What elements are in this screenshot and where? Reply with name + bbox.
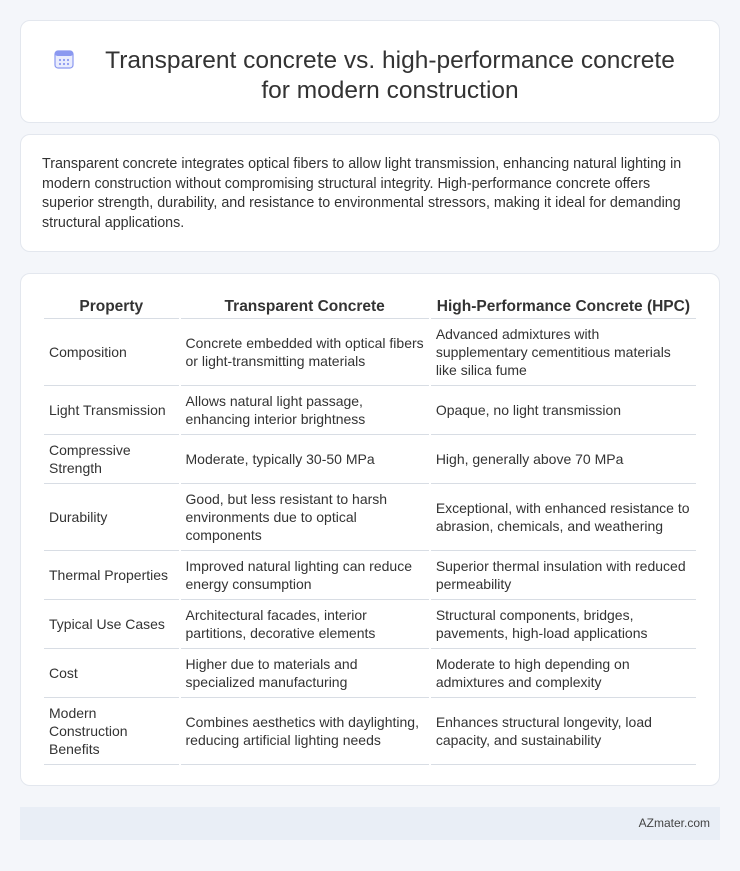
property-cell: Composition: [44, 319, 179, 386]
hpc-cell: Structural components, bridges, pavements, high-load applications: [431, 600, 696, 649]
intro-text: Transparent concrete integrates optical fibers to allow light transmission, enhancing natural lighting in modern construction without compromising structural integrity. High-performance concrete offers superior strength, durability, and resistance to environmental stressors, making it ideal for demanding structural applications.: [42, 156, 682, 231]
property-cell: Cost: [44, 649, 179, 698]
hpc-cell: Superior thermal insulation with reduced permeability: [431, 551, 696, 600]
table-row: [44, 484, 696, 551]
comparison-card: [20, 273, 720, 786]
table-row: [44, 551, 696, 600]
property-cell: Light Transmission: [44, 386, 179, 435]
hpc-cell: Advanced admixtures with supplementary cementitious materials like silica fume: [431, 319, 696, 386]
hpc-cell: Moderate to high depending on admixtures and complexity: [431, 649, 696, 698]
hpc-cell: High, generally above 70 MPa: [431, 435, 696, 484]
table-row: [44, 649, 696, 698]
footer-bar: [20, 807, 720, 840]
hpc-cell: Exceptional, with enhanced resistance to abrasion, chemicals, and weathering: [431, 484, 696, 551]
transparent-cell: Good, but less resistant to harsh environments due to optical components: [181, 484, 429, 551]
transparent-cell: Higher due to materials and specialized manufacturing: [181, 649, 429, 698]
column-header-hpc: High-Performance Concrete (HPC): [431, 295, 696, 319]
title-card: [20, 20, 720, 123]
transparent-cell: Concrete embedded with optical fibers or light-transmitting materials: [181, 319, 429, 386]
transparent-cell: Architectural facades, interior partitions, decorative elements: [181, 600, 429, 649]
hpc-cell: Enhances structural longevity, load capacity, and sustainability: [431, 698, 696, 765]
table-row: [44, 319, 696, 386]
comparison-table: [42, 295, 698, 765]
intro-card: [20, 134, 720, 252]
column-header-property: Property: [44, 295, 179, 319]
transparent-cell: Improved natural lighting can reduce energy consumption: [181, 551, 429, 600]
property-cell: Durability: [44, 484, 179, 551]
table-row: [44, 600, 696, 649]
property-cell: Thermal Properties: [44, 551, 179, 600]
table-row: [44, 698, 696, 765]
hpc-cell: Opaque, no light transmission: [431, 386, 696, 435]
table-row: [44, 435, 696, 484]
property-cell: Compressive Strength: [44, 435, 179, 484]
transparent-cell: Combines aesthetics with daylighting, reducing artificial lighting needs: [181, 698, 429, 765]
property-cell: Typical Use Cases: [44, 600, 179, 649]
property-cell: Modern Construction Benefits: [44, 698, 179, 765]
transparent-cell: Allows natural light passage, enhancing interior brightness: [181, 386, 429, 435]
table-row: [44, 386, 696, 435]
footer-site-link[interactable]: AZmater.com: [638, 816, 710, 830]
table-header-row: [44, 295, 696, 319]
page-title: Transparent concrete vs. high-performance concrete for modern construction: [105, 47, 675, 104]
transparent-cell: Moderate, typically 30-50 MPa: [181, 435, 429, 484]
column-header-transparent: Transparent Concrete: [181, 295, 429, 319]
